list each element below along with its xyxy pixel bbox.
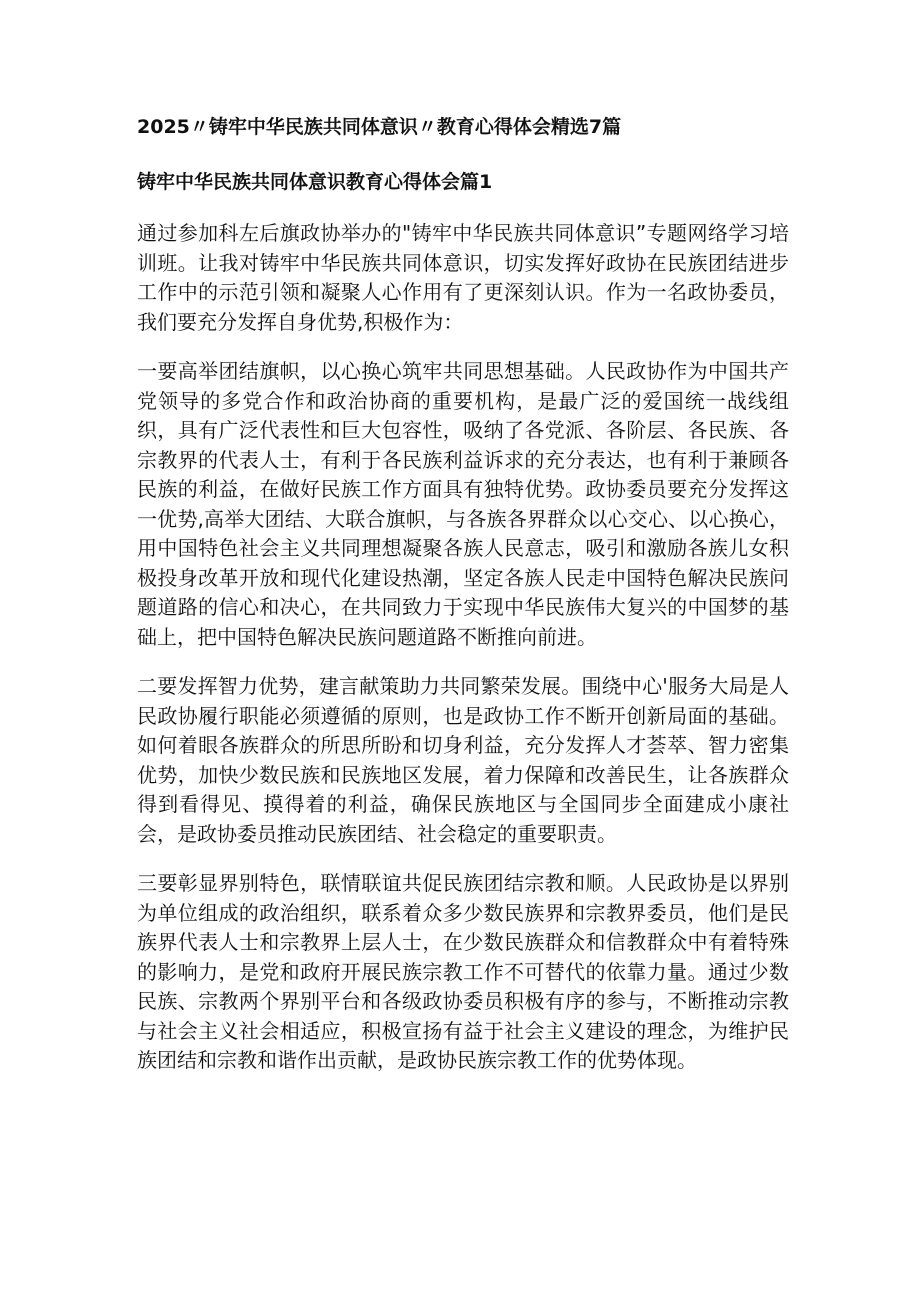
document-page — [137, 112, 789, 1096]
paragraph-point-one: 一要高举团结旗帜，以心换心筑牢共同思想基础。人民政协作为中国共产党领导的多党合作和政治协商的重要机构，是最广泛的爱国统一战线组织，具有广泛代表性和巨大包容性，吸纳了各党派、各阶层、各民族、各宗教界的代表人士，有利于各民族利益诉求的充分表达，也有利于兼顾各民族的利益，在做好民族工作方面具有独特优势。政协委员要充分发挥这一优势,高举大团结、大联合旗帜，与各族各界群众以心交心、以心换心，用中国特色社会主义共同理想凝聚各族人民意志，吸引和激励各族儿女积极投身改革开放和现代化建设热潮，坚定各族人民走中国特色解决民族问题道路的信心和决心，在共同致力于实现中华民族伟大复兴的中国梦的基础上，把中国特色解决民族问题道路不断推向前进。 — [137, 359, 789, 649]
section-title: 铸牢中华民族共同体意识教育心得体会篇1 — [137, 171, 493, 193]
paragraph-intro: 通过参加科左后旗政协举办的"铸牢中华民族共同体意识”专题网络学习培训班。让我对铸牢中华民族共同体意识，切实发挥好政协在民族团结进步工作中的示范引领和凝聚人心作用有了更深刻认识。作为一名政协委员，我们要充分发挥自身优势,积极作为： — [137, 221, 789, 334]
paragraph-point-two: 二要发挥智力优势，建言献策助力共同繁荣发展。围绕中心'服务大局是人民政协履行职能必须遵循的原则，也是政协工作不断开创新局面的基础。如何着眼各族群众的所思所盼和切身利益，充分发挥人才荟萃、智力密集优势，加快少数民族和民族地区发展，着力保障和改善民生，让各族群众得到看得见、摸得着的利益，确保民族地区与全国同步全面建成小康社会，是政协委员推动民族团结、社会稳定的重要职责。 — [137, 674, 789, 846]
paragraph-point-three: 三要彰显界别特色，联情联谊共促民族团结宗教和顺。人民政协是以界别为单位组成的政治组织，联系着众多少数民族界和宗教界委员，他们是民族界代表人士和宗教界上层人士，在少数民族群众和信教群众中有着特殊的影响力，是党和政府开展民族宗教工作不可替代的依靠力量。通过少数民族、宗教两个界别平台和各级政协委员积极有序的参与，不断推动宗教与社会主义社会相适应，积极宣扬有益于社会主义建设的理念，为维护民族团结和宗教和谐作出贡献，是政协民族宗教工作的优势体现。 — [137, 871, 789, 1072]
document-title: 2025〃铸牢中华民族共同体意识〃教育心得体会精选7篇 — [137, 116, 622, 138]
